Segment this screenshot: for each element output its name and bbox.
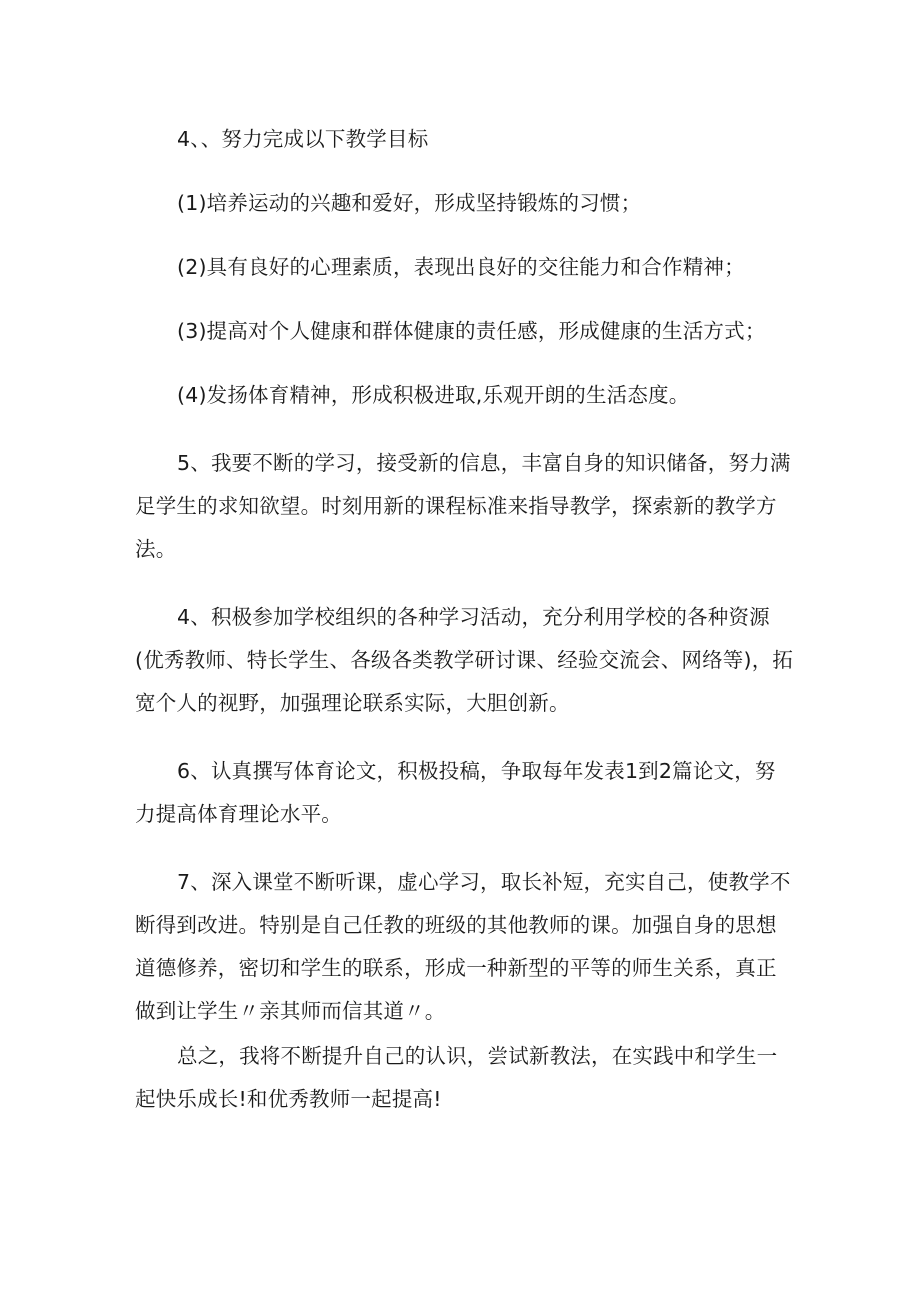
goal-item-4: (4)发扬体育精神，形成积极进取,乐观开朗的生活态度。	[177, 383, 690, 407]
document-body	[135, 118, 795, 1121]
paragraph-learning: 5、我要不断的学习，接受新的信息，丰富自身的知识储备，努力满足学生的求知欲望。时刻用新的课程标准来指导教学，探索新的教学方法。	[135, 451, 791, 561]
paragraph-classroom: 7、深入课堂不断听课，虚心学习，取长补短，充实自己，使教学不断得到改进。特别是自己任教的班级的其他教师的课。加强自身的思想道德修养，密切和学生的联系，形成一种新型的平等的师生关系，真正做到让学生〃亲其师而信其道〃。	[135, 870, 791, 1023]
goal-item-3: (3)提高对个人健康和群体健康的责任感，形成健康的生活方式；	[177, 319, 766, 343]
goal-item-2: (2)具有良好的心理素质，表现出良好的交往能力和合作精神；	[177, 255, 745, 279]
goal-heading: 4、、努力完成以下教学目标	[177, 127, 429, 151]
paragraph-activities: 4、积极参加学校组织的各种学习活动，充分利用学校的各种资源(优秀教师、特长学生、各级各类教学研讨课、经验交流会、网络等)，拓宽个人的视野，加强理论联系实际，大胆创新。	[135, 605, 794, 715]
goal-item-1: (1)培养运动的兴趣和爱好，形成坚持锻炼的习惯；	[177, 191, 642, 215]
paragraph-conclusion: 总之，我将不断提升自己的认识，尝试新教法，在实践中和学生一起快乐成长!和优秀教师一起提高!	[135, 1044, 778, 1111]
paragraph-papers: 6、认真撰写体育论文，积极投稿，争取每年发表1到2篇论文，努力提高体育理论水平。	[135, 759, 776, 826]
